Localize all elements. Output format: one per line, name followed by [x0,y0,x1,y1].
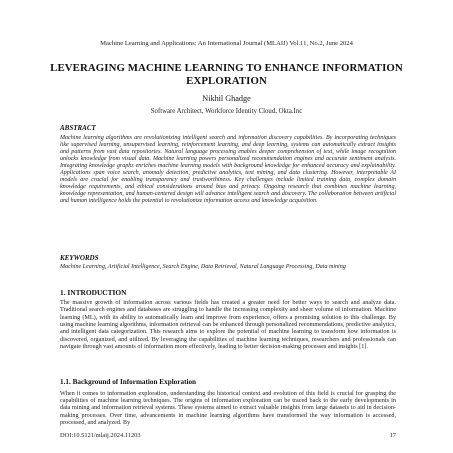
page-number: 17 [389,432,396,439]
author-name: Nikhil Ghadge [202,94,251,103]
footer-doi: DOI:10.5121/mlaij.2024.11203 [60,432,141,439]
subsection-text-background: When it comes to information exploration, understanding the historical context and evolution of this field is crucial for grasping the capabilities of machine learning techniques. The origins of information exploration can be traced back to the early developments in data mining and information retrieval systems. These systems aimed to extract valuable insights from large datasets to aid in decision-making processes. Over time, advancements in machine learning algorithms have transformed the way information is accessed, processed, and analyzed. By [60,390,396,426]
subsection-heading-background: 1.1. Background of Information Exploration [60,378,197,386]
author-affiliation: Software Architect, Workforce Identity Cloud, Okta.Inc [150,108,303,115]
keywords-heading: KEYWORDS [60,254,99,262]
abstract-heading: ABSTRACT [60,124,96,132]
section-text-introduction: The massive growth of information across various fields has created a greater need for better ways to search and analyze data. Traditional search engines and databases are struggling to handle the increasing complexity and sheer volume of information. Machine learning (ML), with its ability to automatically learn and improve from experience, offers a promising solution to this challenge. By using machine learning algorithms, information retrieval can be enhanced through personalized recommendations, predictive analytics, and intelligent data categorization. This research aims to explore the potential of machine learning to transform how information is discovered, organized, and utilized. By leveraging the capabilities of machine learning techniques, researchers and professionals can navigate through vast amounts of information more effectively, leading to better decision-making processes and insights [1]. [60,299,396,351]
section-heading-introduction: 1. INTRODUCTION [60,288,127,297]
abstract-text: Machine learning algorithms are revolutionizing intelligent search and information discovery capabilities. By incorporating techniques like supervised learning, unsupervised learning, reinforcement learning, and deep learning, systems can automatically extract insights and patterns from vast data repositories. Natural language processing enables deeper comprehension of text, while image recognition unlocks knowledge from visual data. Machine learning powers personalized recommendation engines and accurate sentiment analysis. Integrating knowledge graphs enriches machine learning models with background knowledge for enhanced accuracy and explainability. Applications span voice search, anomaly detection, predictive analytics, text mining, and data clustering. However, interpretable AI models are crucial for enabling transparency and trustworthiness. Key challenges include limited training data, complex domain knowledge requirements, and ethical considerations around bias and privacy. Ongoing research that combines machine learning, knowledge representation, and human-centered design will advance intelligent search and discovery. The collaboration between artificial and human intelligence holds the potential to revolutionize information access and knowledge acquisition. [60,135,396,205]
keywords-text: Machine Learning, Artificial Intelligence, Search Engine, Data Retrieval, Natural Language Processing, Data mining [60,264,346,270]
journal-header: Machine Learning and Applications: An International Journal (MLAIJ) Vol.11, No.2, June 2024 [100,40,353,47]
paper-title: LEVERAGING MACHINE LEARNING TO ENHANCE INFORMATION EXPLORATION [50,62,403,87]
